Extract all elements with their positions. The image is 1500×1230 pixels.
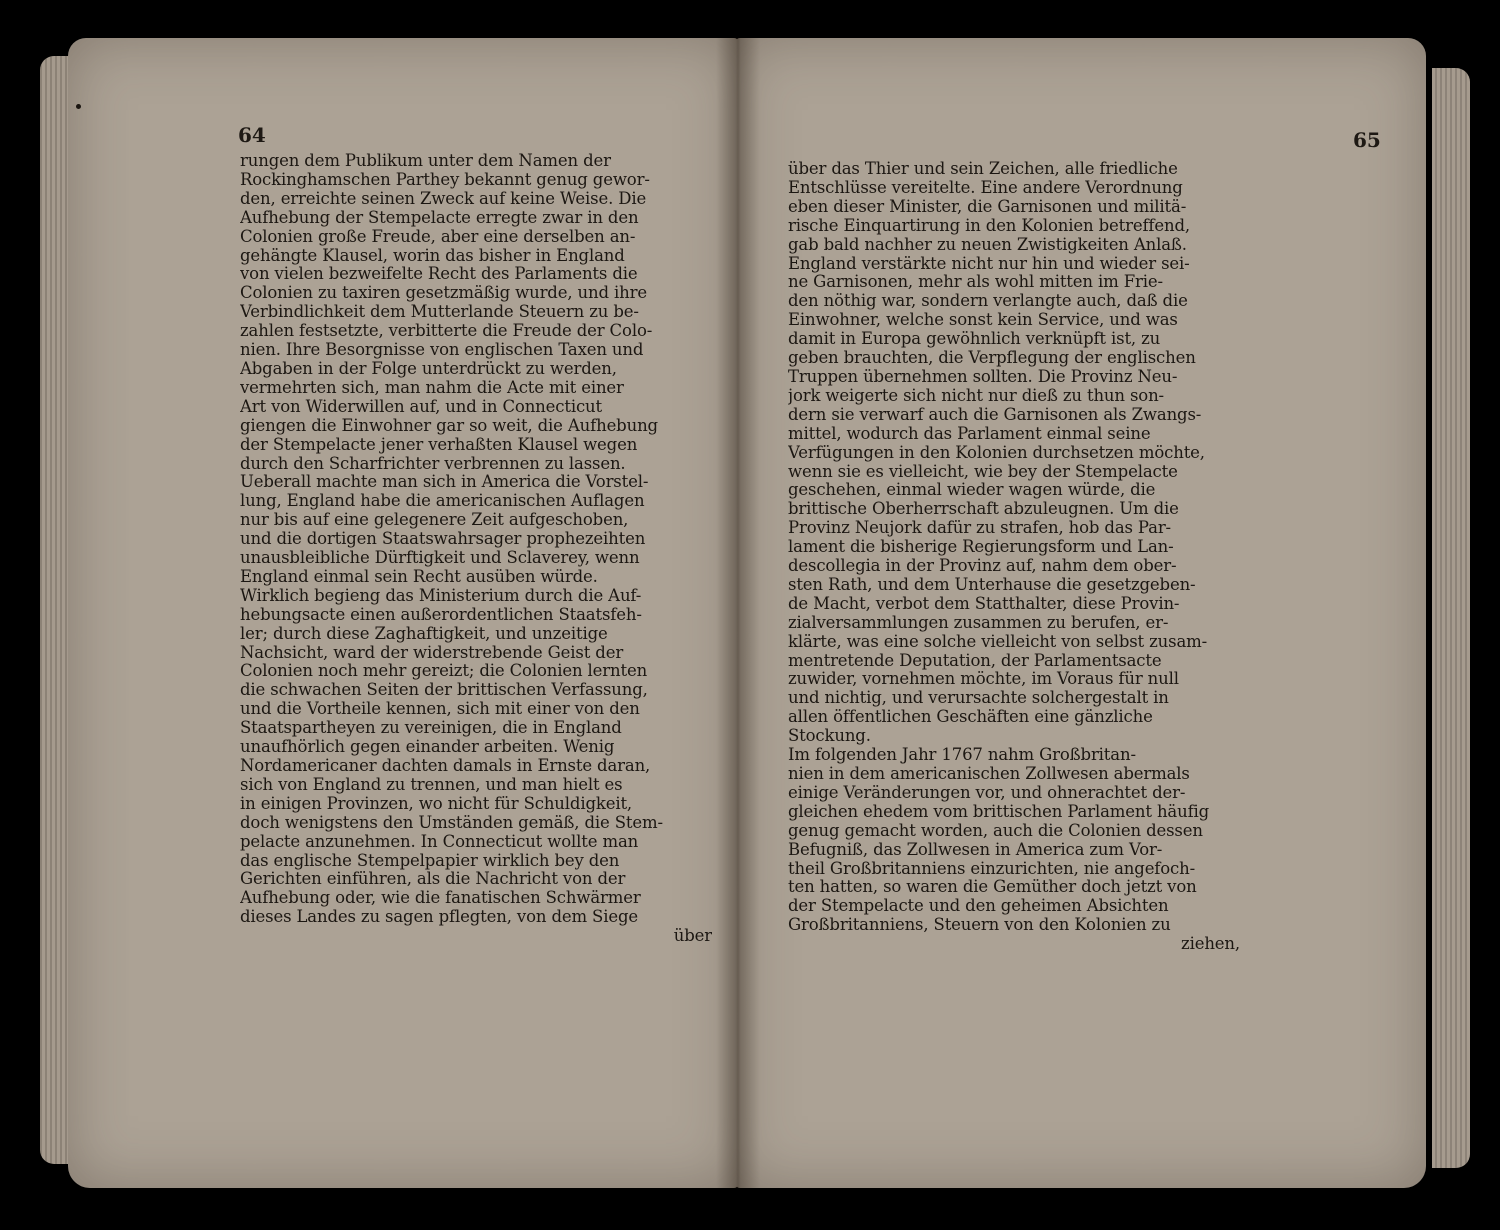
text-line: gleichen ehedem vom brittischen Parlament häufig (788, 802, 1210, 821)
text-line: ne Garnisonen, mehr als wohl mitten im Frie- (788, 273, 1163, 292)
text-line: Nachsicht, ward der widerstrebende Geist der (240, 643, 624, 662)
text-line: durch den Scharfrichter verbrennen zu lassen. (240, 454, 626, 473)
text-line: Colonien zu taxiren gesetzmäßig wurde, und ihre (240, 284, 647, 303)
text-line: doch wenigstens den Umständen gemäß, die Stem- (240, 813, 663, 832)
catchword: ziehen, (1181, 935, 1240, 954)
text-line: Colonien große Freude, aber eine derselben an- (240, 227, 636, 246)
catchword: über (673, 927, 712, 946)
text-line: nien in dem americanischen Zollwesen abermals (788, 765, 1190, 783)
text-line: pelacte anzunehmen. In Connecticut wollte man (240, 832, 639, 851)
text-line: Nordamericaner dachten damals in Ernste daran, (240, 757, 651, 775)
text-line: hebungsacte einen außerordentlichen Staatsfeh- (240, 605, 642, 624)
left-page (68, 38, 738, 1188)
text-line: brittische Oberherrschaft abzuleugnen. Um die (788, 500, 1179, 519)
text-line: gab bald nachher zu neuen Zwistigkeiten Anlaß. (788, 235, 1187, 254)
text-line: die schwachen Seiten der brittischen Verfassung, (240, 681, 648, 700)
text-line: und die dortigen Staatswahrsager prophezeihten (240, 530, 646, 549)
text-line: Aufhebung oder, wie die fanatischen Schwärmer (240, 889, 641, 908)
text-line: unausbleibliche Dürftigkeit und Sclaverey, wenn (240, 549, 640, 568)
text-line: Einwohner, welche sonst kein Service, und was (788, 311, 1178, 330)
text-line: das englische Stempelpapier wirklich bey den (240, 851, 620, 870)
text-line: eben dieser Minister, die Garnisonen und militä- (788, 197, 1187, 216)
text-line: theil Großbritanniens einzurichten, nie angefoch- (788, 859, 1196, 878)
page-number-right: 65 (1353, 128, 1381, 152)
text-line: mittel, wodurch das Parlament einmal seine (788, 424, 1151, 443)
text-line: den, erreichte seinen Zweck auf keine Weise. Die (240, 189, 647, 208)
text-line: einige Veränderungen vor, und ohnerachtet der- (788, 783, 1186, 802)
text-line: unaufhörlich gegen einander arbeiten. Wenig (240, 738, 615, 757)
text-line: zuwider, vornehmen möchte, im Voraus für null (788, 670, 1179, 689)
text-line: Colonien noch mehr gereizt; die Colonien lernten (240, 662, 648, 681)
text-line: geschehen, einmal wieder wagen würde, die (788, 481, 1156, 500)
text-line: Verfügungen in den Kolonien durchsetzen möchte, (788, 443, 1205, 462)
text-line: in einigen Provinzen, wo nicht für Schuldigkeit, (240, 794, 633, 813)
text-line: giengen die Einwohner gar so weit, die Aufhebung (240, 416, 658, 435)
text-line: Ueberall machte man sich in America die Vorstel- (240, 473, 649, 492)
text-line: jork weigerte sich nicht nur dieß zu thun son- (788, 386, 1164, 405)
text-line: Befugniß, das Zollwesen in America zum Vor- (788, 840, 1163, 859)
page-number-left: 64 (238, 123, 266, 147)
right-page-text (788, 160, 1240, 954)
text-line: Abgaben in der Folge unterdrückt zu werden, (240, 359, 617, 378)
text-line: Im folgenden Jahr 1767 nahm Großbritan- (788, 746, 1136, 765)
text-line: England einmal sein Recht ausüben würde. (240, 567, 598, 586)
text-line: von vielen bezweifelte Recht des Parlaments die (240, 265, 638, 284)
text-line: dieses Landes zu sagen pflegten, von dem Siege (240, 908, 638, 927)
ink-spot (76, 104, 81, 109)
text-line: vermehrten sich, man nahm die Acte mit einer (240, 378, 624, 397)
text-line: zialversammlungen zusammen zu berufen, er- (788, 613, 1169, 632)
text-line: Aufhebung der Stempelacte erregte zwar in den (240, 208, 639, 227)
text-line: Truppen übernehmen sollten. Die Provinz Neu- (788, 367, 1178, 386)
text-line: den nöthig war, sondern verlangte auch, daß die (788, 292, 1188, 311)
text-line: wenn sie es vielleicht, wie bey der Stempelacte (788, 462, 1178, 481)
book-fore-edge-right (1432, 68, 1470, 1168)
text-line: und nichtig, und verursachte solchergestalt in (788, 689, 1169, 708)
right-page (736, 38, 1426, 1188)
text-line: geben brauchten, die Verpflegung der englischen (788, 349, 1196, 368)
text-line: descollegia in der Provinz auf, nahm dem ober- (788, 557, 1177, 576)
text-line: über das Thier und sein Zeichen, alle friedliche (788, 160, 1178, 178)
text-line: Stockung. (788, 727, 871, 746)
text-line: nien. Ihre Besorgnisse von englischen Taxen und (240, 341, 644, 360)
text-line: genug gemacht worden, auch die Colonien dessen (788, 821, 1203, 840)
text-line: Provinz Neujork dafür zu strafen, hob das Par- (788, 519, 1171, 538)
text-line: zahlen festsetzte, verbitterte die Freude der Colo- (240, 322, 653, 341)
text-line: ler; durch diese Zaghaftigkeit, und unzeitige (240, 624, 608, 643)
text-line: Gerichten einführen, als die Nachricht von der (240, 870, 626, 889)
book-gutter (716, 38, 760, 1188)
text-line: sten Rath, und dem Unterhause die gesetzgeben- (788, 575, 1196, 594)
text-line: de Macht, verbot dem Statthalter, diese Provin- (788, 594, 1180, 613)
text-line: allen öffentlichen Geschäften eine gänzliche (788, 708, 1153, 727)
text-line: damit in Europa gewöhnlich verknüpft ist, zu (788, 330, 1161, 349)
text-line: der Stempelacte jener verhaßten Klausel wegen (240, 435, 638, 454)
text-line: Großbritanniens, Steuern von den Kolonien zu (788, 916, 1171, 935)
text-line: gehängte Klausel, worin das bisher in England (240, 246, 625, 265)
text-line: England verstärkte nicht nur hin und wieder sei- (788, 254, 1190, 273)
text-line: lament die bisherige Regierungsform und Lan- (788, 538, 1174, 557)
text-line: Verbindlichkeit dem Mutterlande Steuern zu be- (240, 303, 639, 322)
left-page-text (240, 152, 712, 946)
text-line: sich von England zu trennen, und man hielt es (240, 775, 623, 794)
text-line: nur bis auf eine gelegenere Zeit aufgeschoben, (240, 511, 629, 530)
text-line: Staatspartheyen zu vereinigen, die in England (240, 719, 622, 738)
text-line: mentretende Deputation, der Parlamentsacte (788, 651, 1162, 670)
open-book (40, 38, 1470, 1188)
text-line: Wirklich begieng das Ministerium durch die Auf- (240, 586, 642, 605)
text-line: Art von Widerwillen auf, und in Connecticut (240, 397, 603, 416)
text-line: ten hatten, so waren die Gemüther doch jetzt von (788, 878, 1197, 897)
text-line: klärte, was eine solche vielleicht von selbst zusam- (788, 632, 1208, 651)
text-line: rische Einquartirung in den Kolonien betreffend, (788, 216, 1190, 235)
text-line: Rockinghamschen Parthey bekannt genug gewor- (240, 170, 650, 189)
text-line: rungen dem Publikum unter dem Namen der (240, 152, 611, 170)
text-line: der Stempelacte und den geheimen Absichten (788, 897, 1169, 916)
text-line: lung, England habe die americanischen Auflagen (240, 492, 645, 511)
text-line: Entschlüsse vereitelte. Eine andere Verordnung (788, 178, 1183, 197)
text-line: und die Vortheile kennen, sich mit einer von den (240, 700, 640, 719)
text-line: dern sie verwarf auch die Garnisonen als Zwangs- (788, 405, 1202, 424)
